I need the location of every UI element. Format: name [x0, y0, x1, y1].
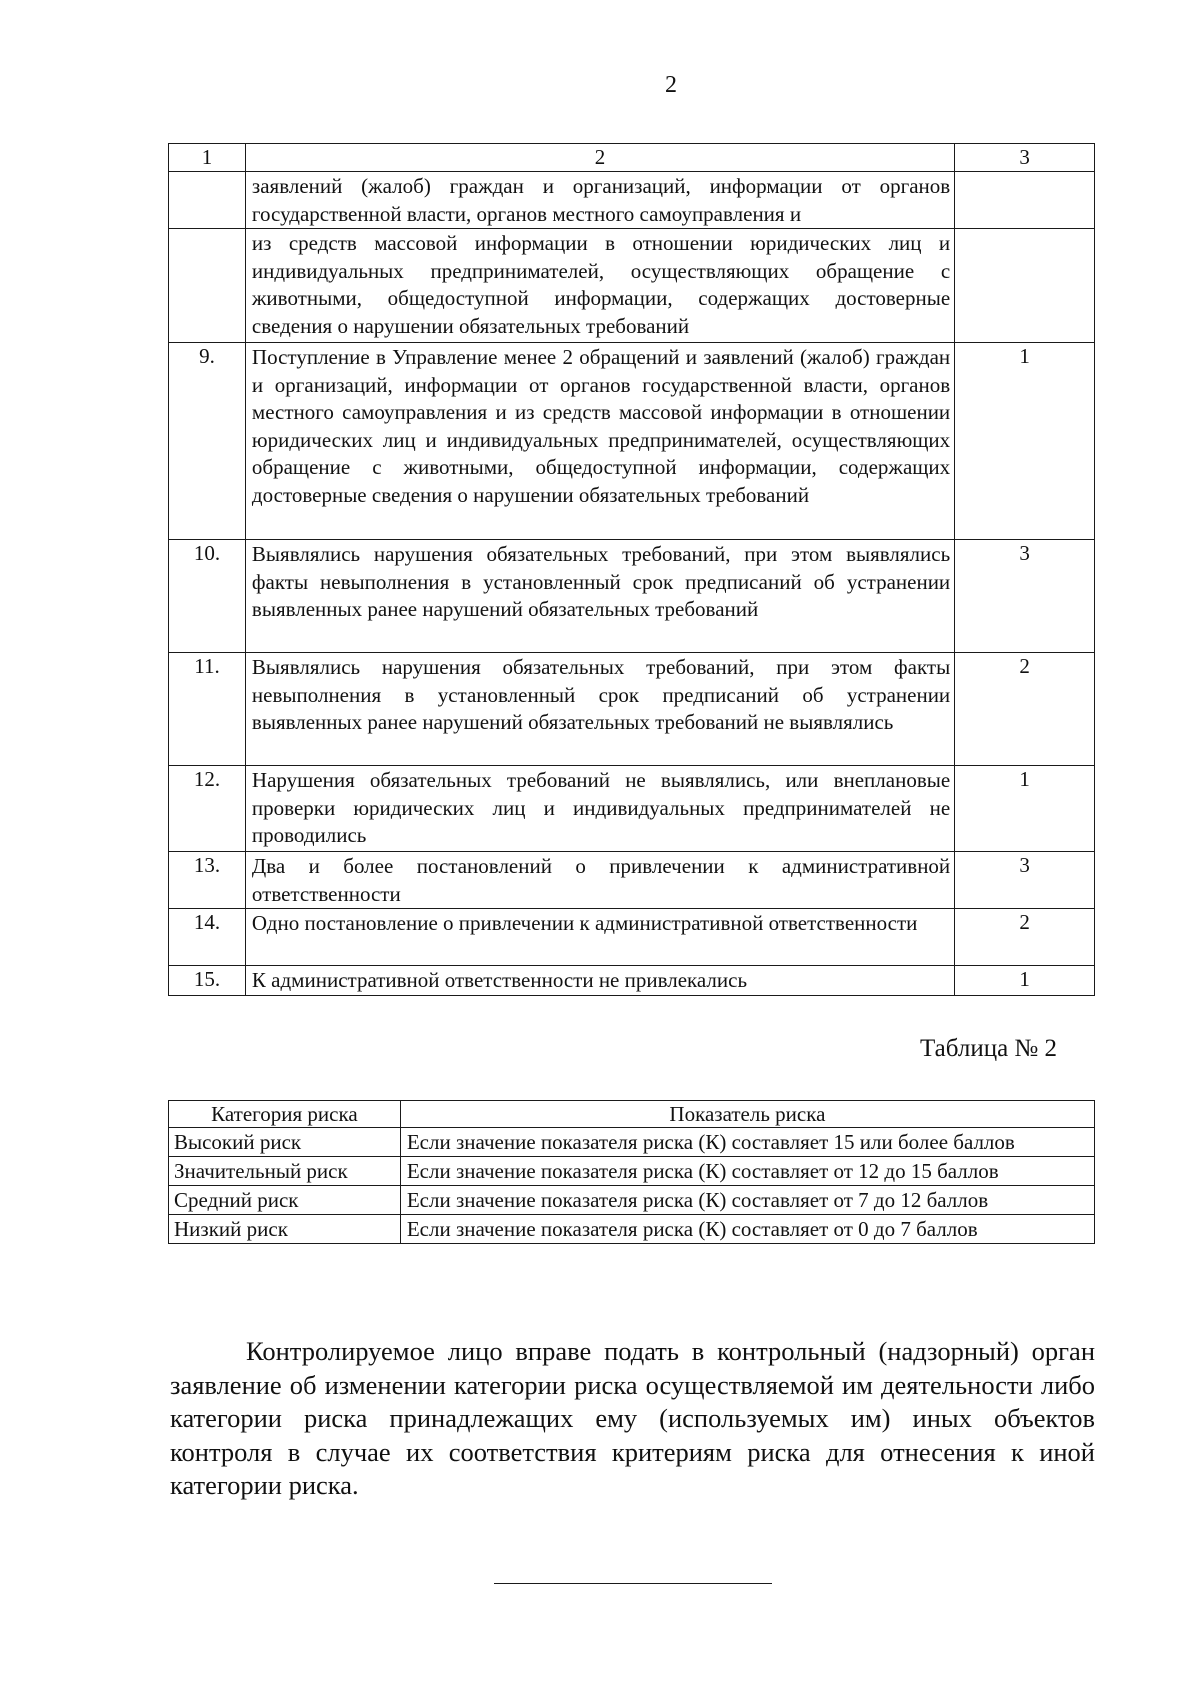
criterion-score: 3	[955, 540, 1095, 653]
header-risk-indicator: Показатель риска	[400, 1101, 1094, 1128]
page-number: 2	[665, 72, 677, 98]
row-number: 14.	[169, 909, 246, 966]
table-row	[169, 909, 1095, 966]
table-row	[169, 852, 1095, 909]
row-number: 15.	[169, 966, 246, 996]
risk-category: Низкий риск	[169, 1215, 401, 1244]
criterion-score: 2	[955, 909, 1095, 966]
risk-category: Значительный риск	[169, 1157, 401, 1186]
table-2-caption: Таблица № 2	[920, 1035, 1058, 1062]
criterion-score: 1	[955, 343, 1095, 540]
row-number: 12.	[169, 766, 246, 852]
closing-paragraph: Контролируемое лицо вправе подать в контрольный (надзорный) орган заявление об изменении категории риска осуществляемой им деятельности либо категории риска принадлежащих ему (используемых им) иных объектов контроля в случае их соответствия критериям риска для отнесения к иной категории риска.	[170, 1336, 1095, 1500]
risk-indicator: Если значение показателя риска (К) составляет от 0 до 7 баллов	[400, 1215, 1094, 1244]
criterion-text: из средств массовой информации в отношении юридических лиц и индивидуальных предпринимателей, осуществляющих обращение с животными, общедоступной информации, содержащих достоверные сведения о нарушении обязательных требований	[245, 229, 954, 343]
table-row	[169, 1186, 1095, 1215]
row-number: 11.	[169, 653, 246, 766]
risk-category-table	[168, 1100, 1095, 1244]
criterion-text: Выявлялись нарушения обязательных требований, при этом выявлялись факты невыполнения в установленный срок предписаний об устранении выявленных ранее нарушений обязательных требований	[245, 540, 954, 653]
row-number	[169, 229, 246, 343]
risk-category: Средний риск	[169, 1186, 401, 1215]
criterion-text: заявлений (жалоб) граждан и организаций, информации от органов государственной власти, органов местного самоуправления и	[245, 172, 954, 229]
criterion-text: Одно постановление о привлечении к административной ответственности	[245, 909, 954, 966]
row-number: 9.	[169, 343, 246, 540]
criterion-text: Нарушения обязательных требований не выявлялись, или внеплановые проверки юридических лиц и индивидуальных предпринимателей не проводились	[245, 766, 954, 852]
criterion-score: 1	[955, 766, 1095, 852]
table-row	[169, 172, 1095, 229]
criterion-score: 1	[955, 966, 1095, 996]
risk-indicator: Если значение показателя риска (К) составляет 15 или более баллов	[400, 1128, 1094, 1157]
table-row	[169, 229, 1095, 343]
table-header-row	[169, 1101, 1095, 1128]
header-risk-category: Категория риска	[169, 1101, 401, 1128]
criterion-score	[955, 172, 1095, 229]
criterion-text: Два и более постановлений о привлечении к административной ответственности	[245, 852, 954, 909]
table-row	[169, 1128, 1095, 1157]
risk-category: Высокий риск	[169, 1128, 401, 1157]
table-header-row	[169, 144, 1095, 172]
criterion-score: 2	[955, 653, 1095, 766]
risk-indicator: Если значение показателя риска (К) составляет от 7 до 12 баллов	[400, 1186, 1094, 1215]
table-row	[169, 1215, 1095, 1244]
table-row	[169, 1157, 1095, 1186]
table-row	[169, 343, 1095, 540]
table-row	[169, 653, 1095, 766]
row-number	[169, 172, 246, 229]
criterion-text: Выявлялись нарушения обязательных требований, при этом факты невыполнения в установленный срок предписаний об устранении выявленных ранее нарушений обязательных требований не выявлялись	[245, 653, 954, 766]
criterion-score	[955, 229, 1095, 343]
row-number: 10.	[169, 540, 246, 653]
criterion-score: 3	[955, 852, 1095, 909]
row-number: 13.	[169, 852, 246, 909]
column-number-3: 3	[955, 144, 1095, 172]
risk-indicator: Если значение показателя риска (К) составляет от 12 до 15 баллов	[400, 1157, 1094, 1186]
criterion-text: Поступление в Управление менее 2 обращений и заявлений (жалоб) граждан и организаций, информации от органов государственной власти, органов местного самоуправления и из средств массовой информации в отношении юридических лиц и индивидуальных предпринимателей, осуществляющих обращение с животными, общедоступной информации, содержащих достоверные сведения о нарушении обязательных требований	[245, 343, 954, 540]
end-of-document-line	[494, 1583, 772, 1584]
criterion-text: К административной ответственности не привлекались	[245, 966, 954, 996]
column-number-1: 1	[169, 144, 246, 172]
table-row	[169, 540, 1095, 653]
table-row	[169, 766, 1095, 852]
table-row	[169, 966, 1095, 996]
column-number-2: 2	[245, 144, 954, 172]
risk-criteria-table	[168, 143, 1095, 996]
